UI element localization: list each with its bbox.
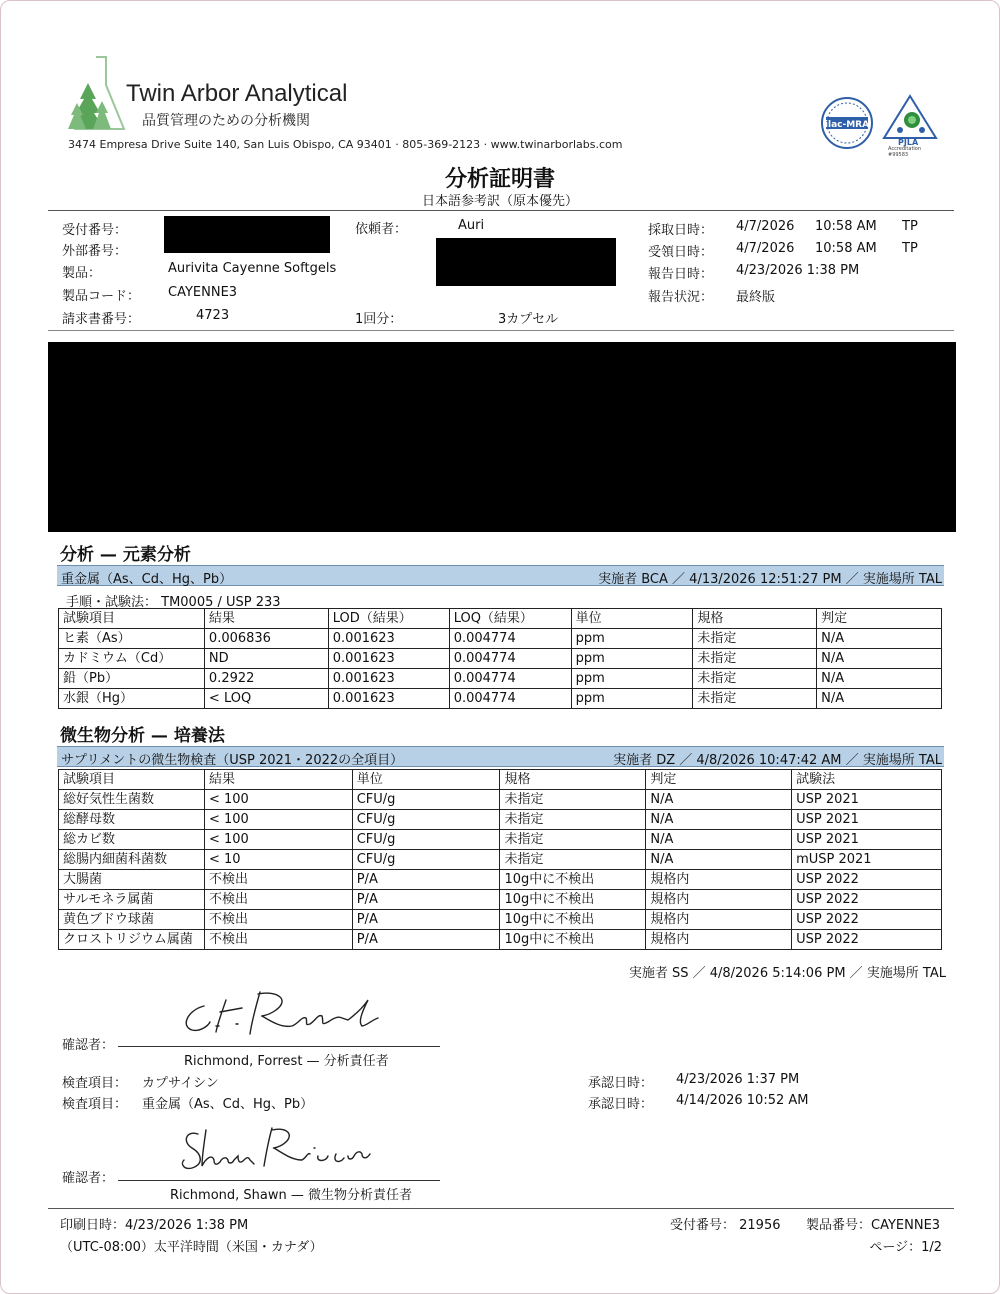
micro-cell: < 100 bbox=[204, 790, 352, 810]
micro-header-cell: 結果 bbox=[204, 770, 352, 790]
micro-cell: N/A bbox=[646, 810, 792, 830]
signer2-name: Richmond, Shawn — 微生物分析責任者 bbox=[170, 1188, 412, 1203]
metals-cell: 未指定 bbox=[693, 689, 817, 709]
metals-cell: 0.001623 bbox=[328, 629, 449, 649]
metals-bar-meta: 実施者 BCA ／ 4/13/2026 12:51:27 PM ／ 実施場所 TAL bbox=[598, 572, 942, 587]
invoice-value: 4723 bbox=[196, 308, 230, 323]
footer-receipt: 受付番号： 21956 bbox=[670, 1218, 781, 1233]
product-label: 製品： bbox=[62, 266, 102, 281]
redacted-receipt bbox=[164, 216, 330, 253]
micro-cell: P/A bbox=[352, 910, 500, 930]
micro-cell: 総好気性生菌数 bbox=[59, 790, 205, 810]
received-date: 4/7/2026 bbox=[736, 241, 795, 256]
micro-cell: P/A bbox=[352, 930, 500, 950]
approved-label-2: 承認日時： bbox=[588, 1097, 654, 1112]
micro-cell: 未指定 bbox=[500, 790, 646, 810]
micro-cell: 未指定 bbox=[500, 810, 646, 830]
status-label: 報告状況： bbox=[648, 290, 714, 305]
micro-footer-meta: 実施者 SS ／ 4/8/2026 5:14:06 PM ／ 実施場所 TAL bbox=[628, 966, 946, 981]
micro-cell: 不検出 bbox=[204, 910, 352, 930]
footer-divider bbox=[48, 1208, 954, 1209]
received-time: 10:58 AM bbox=[815, 241, 877, 256]
micro-cell: 未指定 bbox=[500, 830, 646, 850]
reported-value: 4/23/2026 1:38 PM bbox=[736, 263, 860, 278]
metals-cell: 0.001623 bbox=[328, 689, 449, 709]
metals-cell: N/A bbox=[817, 669, 942, 689]
metals-cell: 0.001623 bbox=[328, 669, 449, 689]
pjla-logo-icon bbox=[880, 94, 940, 156]
metals-section-title: 分析 — 元素分析 bbox=[60, 545, 191, 565]
redacted-summary-block bbox=[48, 342, 956, 532]
signature-line-2 bbox=[118, 1180, 440, 1181]
micro-cell: 不検出 bbox=[204, 930, 352, 950]
metals-table bbox=[58, 608, 942, 709]
micro-bar-title: サプリメントの微生物検査（USP 2021・2022の全項目） bbox=[61, 753, 404, 768]
micro-cell: CFU/g bbox=[352, 810, 500, 830]
micro-cell: 黄色ブドウ球菌 bbox=[59, 910, 205, 930]
metals-header-cell: 結果 bbox=[204, 609, 328, 629]
page-number: ページ：1/2 bbox=[869, 1240, 942, 1255]
micro-cell: 規格内 bbox=[646, 930, 792, 950]
printed-datetime: 印刷日時：4/23/2026 1:38 PM bbox=[60, 1218, 249, 1233]
approved-value-2: 4/14/2026 10:52 AM bbox=[676, 1093, 809, 1108]
metals-cell: ppm bbox=[571, 629, 693, 649]
item-value-1: カプサイシン bbox=[142, 1076, 219, 1091]
micro-row bbox=[59, 930, 942, 950]
micro-cell: USP 2022 bbox=[792, 890, 942, 910]
document-subtitle: 日本語参考訳（原本優先） bbox=[421, 194, 578, 209]
metals-header-bar bbox=[57, 565, 944, 586]
sampled-date: 4/7/2026 bbox=[736, 219, 795, 234]
micro-bar-meta: 実施者 DZ ／ 4/8/2026 10:47:42 AM ／ 実施場所 TAL bbox=[613, 753, 942, 768]
metals-cell: カドミウム（Cd） bbox=[59, 649, 205, 669]
micro-cell: 未指定 bbox=[500, 850, 646, 870]
signature-shawn bbox=[176, 1120, 376, 1180]
micro-cell: USP 2021 bbox=[792, 810, 942, 830]
micro-cell: USP 2021 bbox=[792, 790, 942, 810]
metals-cell: ヒ素（As） bbox=[59, 629, 205, 649]
signature-forrest bbox=[178, 986, 388, 1044]
micro-cell: USP 2022 bbox=[792, 870, 942, 890]
micro-cell: < 10 bbox=[204, 850, 352, 870]
micro-cell: CFU/g bbox=[352, 830, 500, 850]
metals-cell: 未指定 bbox=[693, 669, 817, 689]
micro-row bbox=[59, 850, 942, 870]
metals-cell: 未指定 bbox=[693, 629, 817, 649]
info-divider bbox=[48, 330, 954, 331]
sampled-by: TP bbox=[902, 219, 918, 234]
redacted-client bbox=[436, 238, 616, 286]
micro-cell: USP 2022 bbox=[792, 910, 942, 930]
micro-cell: 10g中に不検出 bbox=[500, 910, 646, 930]
serving-label: 1回分： bbox=[355, 312, 403, 327]
micro-cell: 不検出 bbox=[204, 870, 352, 890]
metals-cell: ppm bbox=[571, 649, 693, 669]
ilac-text: ilac-MRA bbox=[824, 120, 870, 130]
received-label: 受領日時： bbox=[648, 245, 714, 260]
micro-table bbox=[58, 769, 942, 950]
pjla-accreditation: Accreditation #99583 bbox=[888, 146, 922, 158]
metals-header-cell: LOD（結果） bbox=[328, 609, 449, 629]
micro-cell: < 100 bbox=[204, 830, 352, 850]
metals-header-cell: 試験項目 bbox=[59, 609, 205, 629]
micro-cell: 不検出 bbox=[204, 890, 352, 910]
micro-cell: P/A bbox=[352, 890, 500, 910]
micro-cell: N/A bbox=[646, 830, 792, 850]
micro-section-title: 微生物分析 — 培養法 bbox=[60, 726, 225, 746]
micro-row bbox=[59, 830, 942, 850]
confirm-label-2: 確認者： bbox=[62, 1171, 115, 1186]
micro-row bbox=[59, 910, 942, 930]
micro-header-cell: 単位 bbox=[352, 770, 500, 790]
metals-cell: N/A bbox=[817, 649, 942, 669]
metals-cell: 鉛（Pb） bbox=[59, 669, 205, 689]
micro-cell: 規格内 bbox=[646, 910, 792, 930]
micro-cell: サルモネラ属菌 bbox=[59, 890, 205, 910]
metals-bar-title: 重金属（As、Cd、Hg、Pb） bbox=[61, 572, 233, 587]
metals-cell: N/A bbox=[817, 689, 942, 709]
footer-product-code: 製品番号：CAYENNE3 bbox=[806, 1218, 941, 1233]
micro-cell: CFU/g bbox=[352, 850, 500, 870]
status-value: 最終版 bbox=[736, 290, 776, 305]
tree-flask-logo-icon bbox=[66, 55, 126, 135]
micro-row bbox=[59, 810, 942, 830]
micro-cell: 総カビ数 bbox=[59, 830, 205, 850]
metals-cell: N/A bbox=[817, 629, 942, 649]
document-title: 分析証明書 bbox=[444, 167, 555, 192]
micro-cell: 大腸菌 bbox=[59, 870, 205, 890]
micro-cell: USP 2021 bbox=[792, 830, 942, 850]
metals-header-cell: 単位 bbox=[571, 609, 693, 629]
reported-label: 報告日時： bbox=[648, 267, 714, 282]
client-value: Auri bbox=[458, 218, 485, 233]
confirm-label-1: 確認者： bbox=[62, 1038, 115, 1053]
lab-subtitle: 品質管理のための分析機関 bbox=[142, 113, 310, 129]
micro-row bbox=[59, 870, 942, 890]
metals-cell: 未指定 bbox=[693, 649, 817, 669]
metals-cell: 0.004774 bbox=[449, 629, 571, 649]
micro-cell: 10g中に不検出 bbox=[500, 870, 646, 890]
metals-header-row bbox=[59, 609, 942, 629]
metals-cell: < LOQ bbox=[204, 689, 328, 709]
micro-row bbox=[59, 790, 942, 810]
metals-header-cell: LOQ（結果） bbox=[449, 609, 571, 629]
metals-cell: 0.2922 bbox=[204, 669, 328, 689]
item-label-2: 検査項目： bbox=[62, 1097, 128, 1112]
lab-name: Twin Arbor Analytical bbox=[126, 80, 348, 107]
micro-cell: 規格内 bbox=[646, 890, 792, 910]
metals-cell: ND bbox=[204, 649, 328, 669]
micro-header-cell: 試験法 bbox=[792, 770, 942, 790]
signature-line-1 bbox=[118, 1046, 440, 1047]
client-label: 依頼者： bbox=[355, 222, 408, 237]
micro-row bbox=[59, 890, 942, 910]
metals-cell: 0.004774 bbox=[449, 669, 571, 689]
metals-cell: 0.001623 bbox=[328, 649, 449, 669]
micro-cell: USP 2022 bbox=[792, 930, 942, 950]
micro-header-bar bbox=[57, 746, 944, 767]
micro-header-cell: 試験項目 bbox=[59, 770, 205, 790]
metals-header-cell: 判定 bbox=[817, 609, 942, 629]
metals-cell: ppm bbox=[571, 689, 693, 709]
micro-cell: N/A bbox=[646, 850, 792, 870]
received-by: TP bbox=[902, 241, 918, 256]
item-label-1: 検査項目： bbox=[62, 1076, 128, 1091]
micro-cell: 10g中に不検出 bbox=[500, 930, 646, 950]
metals-method: 手順・試験法： TM0005 / USP 233 bbox=[66, 595, 281, 610]
sampled-time: 10:58 AM bbox=[815, 219, 877, 234]
metals-row bbox=[59, 649, 942, 669]
product-value: Aurivita Cayenne Softgels bbox=[168, 261, 337, 276]
micro-cell: クロストリジウム属菌 bbox=[59, 930, 205, 950]
micro-cell: 規格内 bbox=[646, 870, 792, 890]
item-value-2: 重金属（As、Cd、Hg、Pb） bbox=[142, 1097, 314, 1112]
receipt-label: 受付番号： bbox=[62, 223, 128, 238]
micro-cell: mUSP 2021 bbox=[792, 850, 942, 870]
metals-row bbox=[59, 689, 942, 709]
micro-cell: 10g中に不検出 bbox=[500, 890, 646, 910]
metals-cell: 水銀（Hg） bbox=[59, 689, 205, 709]
metals-cell: ppm bbox=[571, 669, 693, 689]
ilac-mra-logo-icon bbox=[820, 96, 874, 150]
external-label: 外部番号： bbox=[62, 244, 128, 259]
sampled-label: 採取日時： bbox=[648, 223, 714, 238]
micro-cell: 総酵母数 bbox=[59, 810, 205, 830]
approved-label-1: 承認日時： bbox=[588, 1076, 654, 1091]
metals-cell: 0.006836 bbox=[204, 629, 328, 649]
metals-row bbox=[59, 669, 942, 689]
code-label: 製品コード： bbox=[62, 289, 141, 304]
micro-header-row bbox=[59, 770, 942, 790]
micro-header-cell: 規格 bbox=[500, 770, 646, 790]
micro-cell: CFU/g bbox=[352, 790, 500, 810]
metals-cell: 0.004774 bbox=[449, 649, 571, 669]
invoice-label: 請求書番号： bbox=[62, 312, 141, 327]
signer1-name: Richmond, Forrest — 分析責任者 bbox=[184, 1054, 389, 1069]
metals-row bbox=[59, 629, 942, 649]
micro-cell: < 100 bbox=[204, 810, 352, 830]
approved-value-1: 4/23/2026 1:37 PM bbox=[676, 1072, 800, 1087]
serving-value: 3カプセル bbox=[498, 312, 559, 327]
micro-cell: 総腸内細菌科菌数 bbox=[59, 850, 205, 870]
micro-header-cell: 判定 bbox=[646, 770, 792, 790]
lab-address: 3474 Empresa Drive Suite 140, San Luis Obispo, CA 93401 · 805-369-2123 · www.twinarborlabs.com bbox=[68, 138, 623, 151]
micro-cell: N/A bbox=[646, 790, 792, 810]
header-divider bbox=[48, 210, 954, 211]
code-value: CAYENNE3 bbox=[168, 285, 238, 300]
pjla-text: PJLA bbox=[898, 138, 919, 147]
timezone: （UTC-08:00）太平洋時間（米国・カナダ） bbox=[60, 1240, 323, 1255]
micro-cell: P/A bbox=[352, 870, 500, 890]
metals-header-cell: 規格 bbox=[693, 609, 817, 629]
metals-cell: 0.004774 bbox=[449, 689, 571, 709]
